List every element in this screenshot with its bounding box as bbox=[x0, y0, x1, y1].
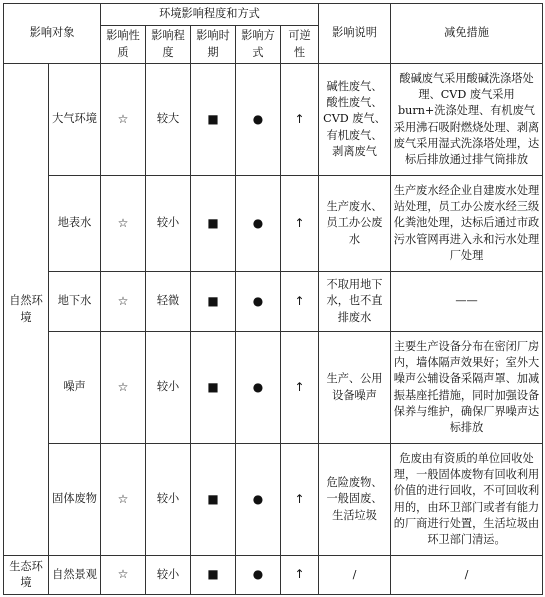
category-natural: 自然环境 bbox=[4, 64, 49, 556]
mitigation-cell: —— bbox=[391, 272, 543, 332]
header-mode: 影响方式 bbox=[236, 26, 281, 64]
description-cell: 生产废水、员工办公废水 bbox=[319, 176, 391, 272]
description-cell: / bbox=[319, 556, 391, 595]
header-period: 影响时期 bbox=[191, 26, 236, 64]
table-row bbox=[4, 272, 543, 332]
header-object: 影响对象 bbox=[4, 4, 101, 64]
object-cell: 大气环境 bbox=[49, 64, 101, 176]
circle-icon: ● bbox=[236, 556, 281, 595]
circle-icon: ● bbox=[236, 444, 281, 556]
header-description: 影响说明 bbox=[319, 4, 391, 64]
object-cell: 噪声 bbox=[49, 332, 101, 444]
description-cell: 不取用地下水，也不直排废水 bbox=[319, 272, 391, 332]
header-reversibility: 可逆性 bbox=[281, 26, 319, 64]
square-icon: ■ bbox=[191, 444, 236, 556]
level-cell: 较小 bbox=[146, 444, 191, 556]
star-icon: ☆ bbox=[101, 176, 146, 272]
mitigation-cell: 生产废水经企业自建废水处理站处理，员工办公废水经三级化粪池处理，达标后通过市政污水管网再进入永和污水处理厂处理 bbox=[391, 176, 543, 272]
square-icon: ■ bbox=[191, 64, 236, 176]
up-arrow-icon: ↑ bbox=[281, 556, 319, 595]
environmental-impact-table bbox=[3, 3, 543, 595]
header-nature: 影响性质 bbox=[101, 26, 146, 64]
description-cell: 危险废物、一般固废、生活垃圾 bbox=[319, 444, 391, 556]
description-cell: 生产、公用设备噪声 bbox=[319, 332, 391, 444]
level-cell: 较大 bbox=[146, 64, 191, 176]
star-icon: ☆ bbox=[101, 64, 146, 176]
header-level: 影响程度 bbox=[146, 26, 191, 64]
star-icon: ☆ bbox=[101, 556, 146, 595]
object-cell: 地下水 bbox=[49, 272, 101, 332]
mitigation-cell: / bbox=[391, 556, 543, 595]
object-cell: 固体废物 bbox=[49, 444, 101, 556]
mitigation-cell: 危废由有资质的单位回收处理，一般固体废物有回收利用价值的进行回收，不可回收利用的，由环卫部门或者有能力的厂商进行处置，生活垃圾由环卫部门清运。 bbox=[391, 444, 543, 556]
circle-icon: ● bbox=[236, 64, 281, 176]
table-row bbox=[4, 556, 543, 595]
up-arrow-icon: ↑ bbox=[281, 444, 319, 556]
circle-icon: ● bbox=[236, 176, 281, 272]
up-arrow-icon: ↑ bbox=[281, 64, 319, 176]
square-icon: ■ bbox=[191, 176, 236, 272]
table-row bbox=[4, 64, 543, 176]
object-cell: 自然景观 bbox=[49, 556, 101, 595]
table-row bbox=[4, 332, 543, 444]
object-cell: 地表水 bbox=[49, 176, 101, 272]
up-arrow-icon: ↑ bbox=[281, 176, 319, 272]
level-cell: 较小 bbox=[146, 176, 191, 272]
header-mitigation: 减免措施 bbox=[391, 4, 543, 64]
star-icon: ☆ bbox=[101, 272, 146, 332]
circle-icon: ● bbox=[236, 332, 281, 444]
description-cell: 碱性废气、酸性废气、CVD 废气、有机废气、剥离废气 bbox=[319, 64, 391, 176]
star-icon: ☆ bbox=[101, 444, 146, 556]
level-cell: 较小 bbox=[146, 556, 191, 595]
square-icon: ■ bbox=[191, 272, 236, 332]
mitigation-cell: 主要生产设备分布在密闭厂房内，墙体隔声效果好；室外大噪声公辅设备采隔声罩、加减振基座托措施，同时加强设备保养与维护，确保厂界噪声达标排放 bbox=[391, 332, 543, 444]
star-icon: ☆ bbox=[101, 332, 146, 444]
level-cell: 较小 bbox=[146, 332, 191, 444]
up-arrow-icon: ↑ bbox=[281, 332, 319, 444]
square-icon: ■ bbox=[191, 332, 236, 444]
level-cell: 轻微 bbox=[146, 272, 191, 332]
header-degree-group: 环境影响程度和方式 bbox=[101, 4, 319, 26]
table-row bbox=[4, 444, 543, 556]
square-icon: ■ bbox=[191, 556, 236, 595]
table-row bbox=[4, 176, 543, 272]
mitigation-cell: 酸碱废气采用酸碱洗涤塔处理、CVD 废气采用 burn+洗涤处理、有机废气采用沸石吸附燃烧处理、剥离废气采用湿式洗涤塔处理，达标后排放通过排气筒排放 bbox=[391, 64, 543, 176]
category-ecological: 生态环境 bbox=[4, 556, 49, 595]
up-arrow-icon: ↑ bbox=[281, 272, 319, 332]
header-row-top bbox=[4, 4, 543, 26]
circle-icon: ● bbox=[236, 272, 281, 332]
